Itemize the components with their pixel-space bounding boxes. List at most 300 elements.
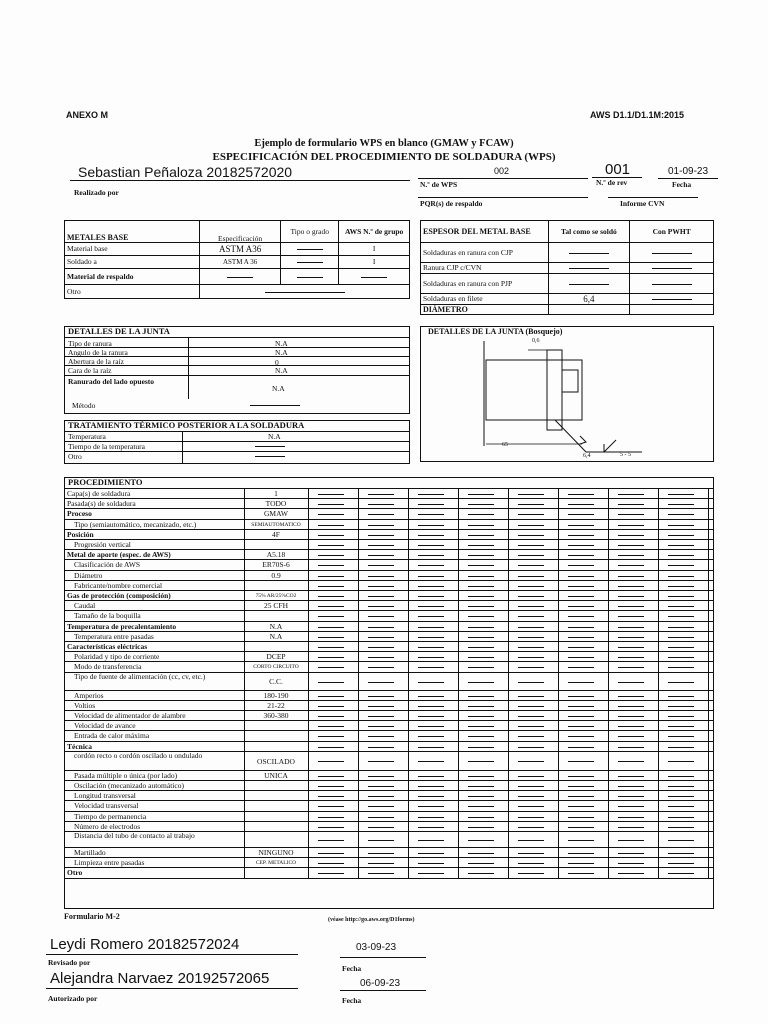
th-row-value: 6,4 [548, 294, 630, 305]
empty-cell-dash [368, 716, 394, 717]
h-type: Tipo o grado [281, 221, 339, 243]
procedure-column-line [244, 489, 245, 879]
empty-cell-dash [318, 817, 344, 818]
empty-cell-dash [568, 586, 594, 587]
procedure-row-value: 360-380 [263, 711, 289, 720]
empty-cell-dash [568, 494, 594, 495]
empty-cell-dash [568, 576, 594, 577]
h-pwht: Con PWHT [630, 221, 714, 243]
procedure-row-value: TODO [265, 499, 287, 509]
empty-cell-dash [668, 853, 694, 854]
rev-value: 001 [605, 161, 631, 178]
procedure-row-label: Limpieza entre pasadas [74, 858, 145, 868]
reviewed-by-label: Revisado por [48, 958, 91, 967]
empty-cell-dash [618, 657, 644, 658]
empty-cell-dash [618, 616, 644, 617]
procedure-row [64, 848, 714, 858]
procedure-row-label: Velocidad de avance [74, 721, 136, 731]
procedure-row [64, 581, 714, 591]
empty-cell-dash [468, 667, 494, 668]
procedure-row [64, 611, 714, 621]
empty-cell-dash [418, 863, 444, 864]
pwht-row-label: Temperatura [68, 432, 106, 441]
empty-cell-dash [318, 696, 344, 697]
empty-cell-dash [518, 817, 544, 818]
procedure-row [64, 509, 714, 519]
empty-cell-dash [318, 873, 344, 874]
empty-cell-dash [668, 576, 694, 577]
empty-cell-dash [468, 576, 494, 577]
h-group: AWS N.º de grupo [339, 221, 410, 243]
wps-no-value: 002 [494, 166, 510, 176]
empty-cell-dash [568, 817, 594, 818]
procedure-row [64, 781, 714, 791]
empty-cell-dash [318, 504, 344, 505]
procedure-row [64, 868, 714, 878]
empty-cell-dash [568, 627, 594, 628]
empty-cell-dash [618, 761, 644, 762]
empty-cell-dash [368, 657, 394, 658]
empty-cell-dash [568, 726, 594, 727]
empty-cell-dash [518, 761, 544, 762]
empty-cell-dash [418, 555, 444, 556]
empty-cell-dash [518, 863, 544, 864]
empty-cell-dash [618, 827, 644, 828]
procedure-row-label: Capa(s) de soldadura [67, 489, 131, 498]
empty-cell-dash [318, 555, 344, 556]
empty-cell-dash [518, 535, 544, 536]
empty-cell-dash [518, 667, 544, 668]
empty-cell-dash [418, 806, 444, 807]
empty-cell-dash [568, 565, 594, 566]
procedure-row [64, 622, 714, 632]
empty-cell-dash [518, 586, 544, 587]
empty-cell-dash [468, 873, 494, 874]
empty-cell-dash [568, 786, 594, 787]
empty-cell-dash [468, 786, 494, 787]
procedure-row-value: CEP. METALICO [255, 860, 297, 867]
empty-cell-dash [418, 504, 444, 505]
empty-cell-dash [368, 545, 394, 546]
empty-cell-dash [568, 696, 594, 697]
cvn-label: Informe CVN [620, 199, 665, 208]
empty-cell-dash [618, 535, 644, 536]
empty-cell-dash [518, 840, 544, 841]
empty-cell-dash [468, 525, 494, 526]
procedure-row-value: UNICA [264, 770, 288, 780]
empty-cell-dash [618, 682, 644, 683]
empty-cell-dash [668, 535, 694, 536]
empty-cell-dash [618, 817, 644, 818]
procedure-row-label: Metal de aporte (espec. de AWS) [67, 550, 171, 560]
empty-cell-dash [668, 504, 694, 505]
sketch-dim-top: 0,6 [532, 338, 540, 344]
procedure-row-value: C.C. [269, 676, 283, 686]
procedure-row [64, 601, 714, 611]
empty-cell-dash [668, 627, 694, 628]
empty-cell-dash [318, 786, 344, 787]
empty-cell-dash [618, 706, 644, 707]
reviewed-date-label: Fecha [342, 964, 362, 973]
empty-cell-dash [418, 776, 444, 777]
empty-cell-dash [368, 525, 394, 526]
empty-cell-dash [368, 647, 394, 648]
empty-cell-dash [668, 657, 694, 658]
empty-cell-dash [318, 761, 344, 762]
empty-cell-dash [468, 726, 494, 727]
empty-cell-dash [368, 817, 394, 818]
empty-cell-dash [368, 827, 394, 828]
empty-cell-dash [418, 637, 444, 638]
h-as-welded: Tal como se soldó [548, 221, 630, 243]
empty-cell-dash [618, 873, 644, 874]
empty-cell-dash [368, 596, 394, 597]
empty-cell-dash [418, 627, 444, 628]
empty-cell-dash [418, 786, 444, 787]
procedure-row [64, 812, 714, 822]
empty-cell-dash [668, 806, 694, 807]
procedure-row [64, 591, 714, 601]
empty-cell-dash [468, 494, 494, 495]
procedure-row-label: Modo de transferencia [74, 662, 142, 672]
empty-cell-dash [318, 776, 344, 777]
thickness-table [420, 220, 714, 315]
procedure-row-label: Otro [67, 868, 83, 878]
empty-cell-dash [318, 494, 344, 495]
empty-cell-dash [518, 637, 544, 638]
empty-cell-dash [668, 817, 694, 818]
empty-cell-dash [668, 647, 694, 648]
bm-row-group: I [339, 243, 410, 256]
empty-cell-dash [318, 853, 344, 854]
empty-cell-dash [468, 827, 494, 828]
empty-cell-dash [518, 747, 544, 748]
procedure-row [64, 530, 714, 540]
empty-cell-dash [668, 761, 694, 762]
empty-cell-dash [418, 535, 444, 536]
date-value: 01-09-23 [668, 166, 709, 177]
empty-cell-dash [518, 682, 544, 683]
empty-cell-dash [618, 514, 644, 515]
empty-cell-dash [368, 682, 394, 683]
empty-cell-dash [318, 863, 344, 864]
joint-row-label: Ranurado del lado opuesto [68, 377, 155, 386]
empty-cell-dash [368, 747, 394, 748]
procedure-row-label: Proceso [67, 509, 92, 519]
reviewed-date: 03-09-23 [356, 942, 397, 953]
empty-cell-dash [368, 706, 394, 707]
empty-cell-dash [568, 776, 594, 777]
procedure-row-label: Amperios [74, 690, 104, 700]
empty-cell-dash [518, 565, 544, 566]
empty-cell-dash [368, 494, 394, 495]
empty-cell-dash [418, 817, 444, 818]
procedure-row [64, 560, 714, 570]
empty-cell-dash [618, 504, 644, 505]
empty-cell-dash [318, 606, 344, 607]
empty-cell-dash [468, 840, 494, 841]
pwht-row-label: Otro [68, 452, 82, 461]
empty-cell-dash [668, 494, 694, 495]
procedure-column-line [558, 489, 559, 879]
procedure-row [64, 711, 714, 721]
empty-cell-dash [568, 796, 594, 797]
wps-no-label: N.º de WPS [420, 180, 458, 189]
th-row-label: Ranura CJP c/CVN [421, 263, 549, 274]
empty-cell-dash [368, 535, 394, 536]
empty-cell-dash [668, 827, 694, 828]
weld-symbol-size: 6,4 [583, 453, 591, 459]
procedure-row-value: ER70S-6 [262, 560, 290, 570]
bm-row-spec: ASTM A 36 [200, 256, 281, 269]
empty-cell-dash [468, 565, 494, 566]
procedure-row [64, 832, 714, 848]
empty-cell-dash [418, 565, 444, 566]
joint-row-value: N.A [275, 366, 288, 375]
empty-cell-dash [418, 736, 444, 737]
procedure-column-line [658, 489, 659, 879]
empty-cell-dash [418, 514, 444, 515]
procedure-row [64, 752, 714, 771]
empty-cell-dash [318, 637, 344, 638]
empty-cell-dash [368, 863, 394, 864]
procedure-row-label: Temperatura de precalentamiento [67, 621, 177, 631]
empty-cell-dash [518, 647, 544, 648]
empty-cell-dash [368, 586, 394, 587]
procedure-row-value: GMAW [264, 509, 288, 519]
joint-row-label: Angulo de la ranura [68, 348, 128, 357]
procedure-row [64, 489, 714, 499]
empty-cell-dash [518, 616, 544, 617]
empty-cell-dash [668, 555, 694, 556]
empty-cell-dash [668, 716, 694, 717]
empty-cell-dash [418, 545, 444, 546]
empty-cell-dash [468, 504, 494, 505]
procedure-row [64, 571, 714, 581]
empty-cell-dash [318, 576, 344, 577]
empty-cell-dash [368, 853, 394, 854]
procedure-row-label: Fabricante/nombre comercial [74, 580, 163, 590]
procedure-row-value: 25 CFH [264, 601, 288, 611]
procedure-column-line [458, 489, 459, 879]
procedure-row-label: Caudal [74, 601, 96, 611]
empty-cell-dash [668, 586, 694, 587]
empty-cell-dash [518, 726, 544, 727]
empty-cell-dash [668, 840, 694, 841]
procedure-row-value: OSCILADO [257, 756, 295, 766]
procedure-row [64, 801, 714, 811]
empty-cell-dash [468, 514, 494, 515]
procedure-row-value: N.A [269, 621, 283, 631]
bm-row-label: Material de respaldo [65, 269, 200, 285]
empty-cell-dash [468, 796, 494, 797]
standard-label: AWS D1.1/D1.1M:2015 [590, 110, 685, 120]
base-metals-table [64, 220, 410, 299]
empty-cell-dash [318, 565, 344, 566]
empty-cell-dash [568, 682, 594, 683]
procedure-row [64, 642, 714, 652]
empty-cell-dash [518, 696, 544, 697]
empty-cell-dash [368, 786, 394, 787]
empty-cell-dash [618, 863, 644, 864]
empty-cell-dash [368, 696, 394, 697]
performed-by-label: Realizado por [74, 188, 119, 197]
empty-cell-dash [368, 806, 394, 807]
empty-cell-dash [618, 494, 644, 495]
empty-cell-dash [518, 504, 544, 505]
joint-details-box [64, 326, 410, 414]
empty-cell-dash [668, 525, 694, 526]
empty-cell-dash [468, 647, 494, 648]
empty-cell-dash [468, 657, 494, 658]
procedure-row-value: 21-22 [267, 700, 285, 710]
empty-cell-dash [318, 726, 344, 727]
reviewed-by-value: Leydi Romero 20182572024 [50, 936, 240, 953]
procedure-column-line [608, 489, 609, 879]
procedure-row [64, 701, 714, 711]
empty-cell-dash [418, 596, 444, 597]
procedure-column-line [358, 489, 359, 879]
empty-cell-dash [568, 535, 594, 536]
empty-cell-dash [568, 616, 594, 617]
empty-cell-dash [418, 726, 444, 727]
procedure-row-label: Número de electrodos [74, 821, 141, 831]
empty-cell-dash [668, 596, 694, 597]
procedure-row-value: CORTO CIRCUITO [253, 664, 299, 671]
empty-cell-dash [568, 853, 594, 854]
procedure-row-label: Velocidad de alimentador de alambre [74, 711, 186, 720]
procedure-row [64, 540, 714, 550]
empty-cell-dash [368, 667, 394, 668]
empty-cell-dash [368, 627, 394, 628]
empty-cell-dash [418, 706, 444, 707]
empty-cell-dash [468, 736, 494, 737]
procedure-row-label: Progresión vertical [74, 540, 131, 549]
procedure-row [64, 822, 714, 832]
empty-cell-dash [318, 796, 344, 797]
procedure-row-label: Diámetro [74, 570, 103, 580]
procedure-row-label: Posición [67, 529, 94, 539]
empty-cell-dash [618, 565, 644, 566]
empty-cell-dash [418, 827, 444, 828]
empty-cell-dash [618, 747, 644, 748]
empty-cell-dash [418, 796, 444, 797]
empty-cell-dash [618, 555, 644, 556]
h-spec: Especificación [200, 221, 281, 243]
form-number: Formulario M-2 [64, 912, 120, 921]
procedure-row-value: A5.18 [266, 550, 286, 560]
procedure-row-label: Martillado [74, 848, 106, 857]
sketch-title: DETALLES DE LA JUNTA (Bosquejo) [428, 327, 563, 336]
empty-cell-dash [618, 637, 644, 638]
empty-cell-dash [518, 657, 544, 658]
bm-row-label: Soldado a [65, 256, 200, 269]
form-title-1: Ejemplo de formulario WPS en blanco (GMAW y FCAW) [254, 138, 514, 149]
empty-cell-dash [668, 747, 694, 748]
empty-cell-dash [468, 853, 494, 854]
empty-cell-dash [668, 514, 694, 515]
empty-cell-dash [518, 796, 544, 797]
weld-symbol-length: 5 - 5 [620, 452, 631, 458]
empty-cell-dash [618, 606, 644, 607]
empty-cell-dash [468, 586, 494, 587]
procedure-row-label: Velocidad transversal [74, 801, 139, 811]
procedure-column-line [408, 489, 409, 879]
empty-cell-dash [668, 606, 694, 607]
procedure-row [64, 858, 714, 868]
empty-cell-dash [318, 736, 344, 737]
empty-cell-dash [368, 726, 394, 727]
empty-cell-dash [668, 565, 694, 566]
empty-cell-dash [668, 616, 694, 617]
empty-cell-dash [468, 747, 494, 748]
procedure-title: PROCEDIMIENTO [68, 477, 143, 487]
empty-cell-dash [568, 667, 594, 668]
procedure-row [64, 731, 714, 741]
procedure-row [64, 652, 714, 662]
empty-cell-dash [568, 525, 594, 526]
empty-cell-dash [368, 606, 394, 607]
empty-cell-dash [468, 863, 494, 864]
empty-cell-dash [418, 873, 444, 874]
empty-cell-dash [568, 716, 594, 717]
empty-cell-dash [368, 776, 394, 777]
procedure-row-label: Gas de protección (composición) [67, 591, 171, 600]
empty-cell-dash [318, 647, 344, 648]
empty-cell-dash [668, 637, 694, 638]
procedure-row-value: DCEP [266, 652, 286, 662]
procedure-row-value: 1 [274, 489, 278, 498]
empty-cell-dash [368, 637, 394, 638]
procedure-row [64, 721, 714, 731]
procedure-row-label: Técnica [67, 741, 92, 751]
joint-title: DETALLES DE LA JUNTA [68, 326, 170, 336]
empty-cell-dash [568, 657, 594, 658]
procedure-row-label: Entrada de calor máxima [74, 731, 150, 741]
empty-cell-dash [618, 667, 644, 668]
h-metals: METALES BASE [65, 221, 200, 243]
procedure-row-value: NINGUNO [258, 848, 294, 857]
empty-cell-dash [568, 840, 594, 841]
empty-cell-dash [418, 586, 444, 587]
empty-cell-dash [418, 606, 444, 607]
procedure-row-value: 0.9 [271, 570, 281, 580]
empty-cell-dash [568, 637, 594, 638]
date-label: Fecha [672, 180, 692, 189]
empty-cell-dash [368, 565, 394, 566]
procedure-row-label: Tipo (semiautomático, mecanizado, etc.) [74, 519, 197, 529]
procedure-row-value: 75% AR/25%CO2 [255, 593, 297, 599]
procedure-row-label: Características eléctricas [67, 642, 148, 651]
empty-cell-dash [468, 606, 494, 607]
rev-label: N.º de rev [596, 178, 628, 187]
joint-row-label: Método [72, 401, 96, 410]
empty-cell-dash [418, 716, 444, 717]
empty-cell-dash [568, 606, 594, 607]
empty-cell-dash [518, 514, 544, 515]
procedure-row [64, 632, 714, 642]
empty-cell-dash [668, 796, 694, 797]
empty-cell-dash [518, 706, 544, 707]
empty-cell-dash [468, 716, 494, 717]
bm-row-label: Material base [65, 243, 200, 256]
joint-row-value: N.A [275, 348, 288, 357]
empty-cell-dash [568, 504, 594, 505]
procedure-row [64, 742, 714, 752]
empty-cell-dash [418, 853, 444, 854]
joint-row-label: Abertura de la raíz [68, 357, 125, 366]
empty-cell-dash [418, 696, 444, 697]
